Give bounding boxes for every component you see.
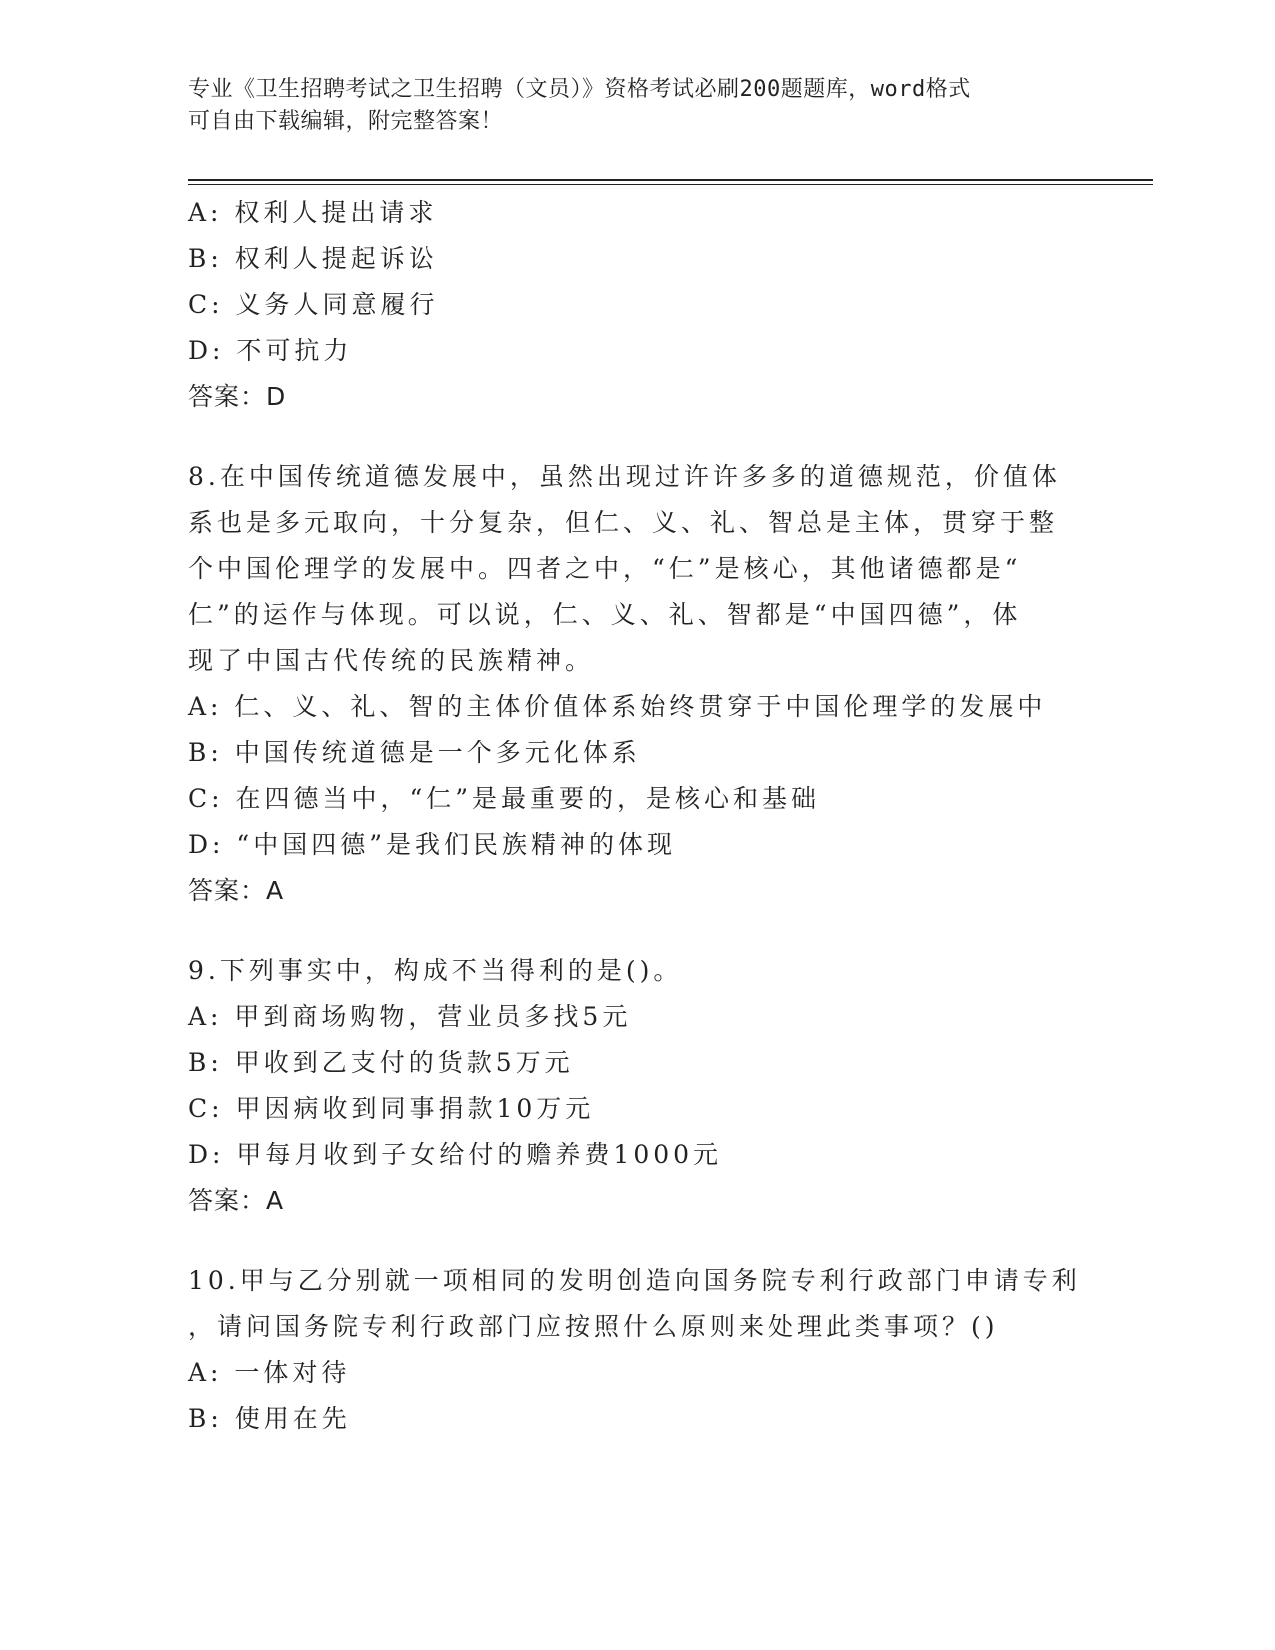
question-stem-line: 8.在中国传统道德发展中，虽然出现过许许多多的道德规范，价值体 <box>188 462 1061 491</box>
question-9 <box>188 948 1088 1224</box>
spacer <box>188 420 1088 454</box>
option-a: A: 甲到商场购物，营业员多找5元 <box>188 1002 632 1031</box>
option-d: D: 不可抗力 <box>188 336 353 365</box>
question-stem-line: 10.甲与乙分别就一项相同的发明创造向国务院专利行政部门申请专利 <box>188 1266 1081 1295</box>
question-stem-line: 个中国伦理学的发展中。四者之中，“仁”是核心，其他诸德都是“ <box>188 554 1022 583</box>
spacer <box>188 914 1088 948</box>
option-b: B: 甲收到乙支付的货款5万元 <box>188 1048 574 1077</box>
question-7 <box>188 190 1088 420</box>
header-line-1: 专业《卫生招聘考试之卫生招聘（文员）》资格考试必刷200题题库，word格式 <box>188 77 971 102</box>
header-divider-thin <box>188 184 1153 185</box>
option-b: B: 中国传统道德是一个多元化体系 <box>188 738 641 767</box>
question-stem-line: 仁”的运作与体现。可以说，仁、义、礼、智都是“中国四德”，体 <box>188 600 1022 629</box>
option-c: C: 甲因病收到同事捐款10万元 <box>188 1094 595 1123</box>
option-a: A: 权利人提出请求 <box>188 198 438 227</box>
option-d: D: 甲每月收到子女给付的赡养费1000元 <box>188 1140 723 1169</box>
header-divider-thick <box>188 179 1153 181</box>
answer: 答案：D <box>188 382 287 411</box>
spacer <box>188 1224 1088 1258</box>
answer: 答案：A <box>188 1186 285 1215</box>
option-b: B: 权利人提起诉讼 <box>188 244 438 273</box>
question-stem-line: ，请问国务院专利行政部门应按照什么原则来处理此类事项？() <box>188 1312 999 1341</box>
option-b: B: 使用在先 <box>188 1404 351 1433</box>
question-stem-line: 现了中国古代传统的民族精神。 <box>188 646 595 675</box>
option-a: A: 一体对待 <box>188 1358 351 1387</box>
question-stem-line: 9.下列事实中，构成不当得利的是()。 <box>188 956 683 985</box>
option-c: C: 义务人同意履行 <box>188 290 439 319</box>
question-10 <box>188 1258 1088 1442</box>
option-c: C: 在四德当中，“仁”是最重要的，是核心和基础 <box>188 784 821 813</box>
answer: 答案：A <box>188 876 285 905</box>
header-line-2: 可自由下载编辑，附完整答案！ <box>188 109 504 134</box>
option-d: D: “中国四德”是我们民族精神的体现 <box>188 830 676 859</box>
option-a: A: 仁、义、礼、智的主体价值体系始终贯穿于中国伦理学的发展中 <box>188 692 1047 721</box>
document-header <box>188 74 1088 138</box>
question-stem-line: 系也是多元取向，十分复杂，但仁、义、礼、智总是主体，贯穿于整 <box>188 508 1059 537</box>
question-8 <box>188 454 1088 914</box>
question-content <box>188 190 1088 1442</box>
